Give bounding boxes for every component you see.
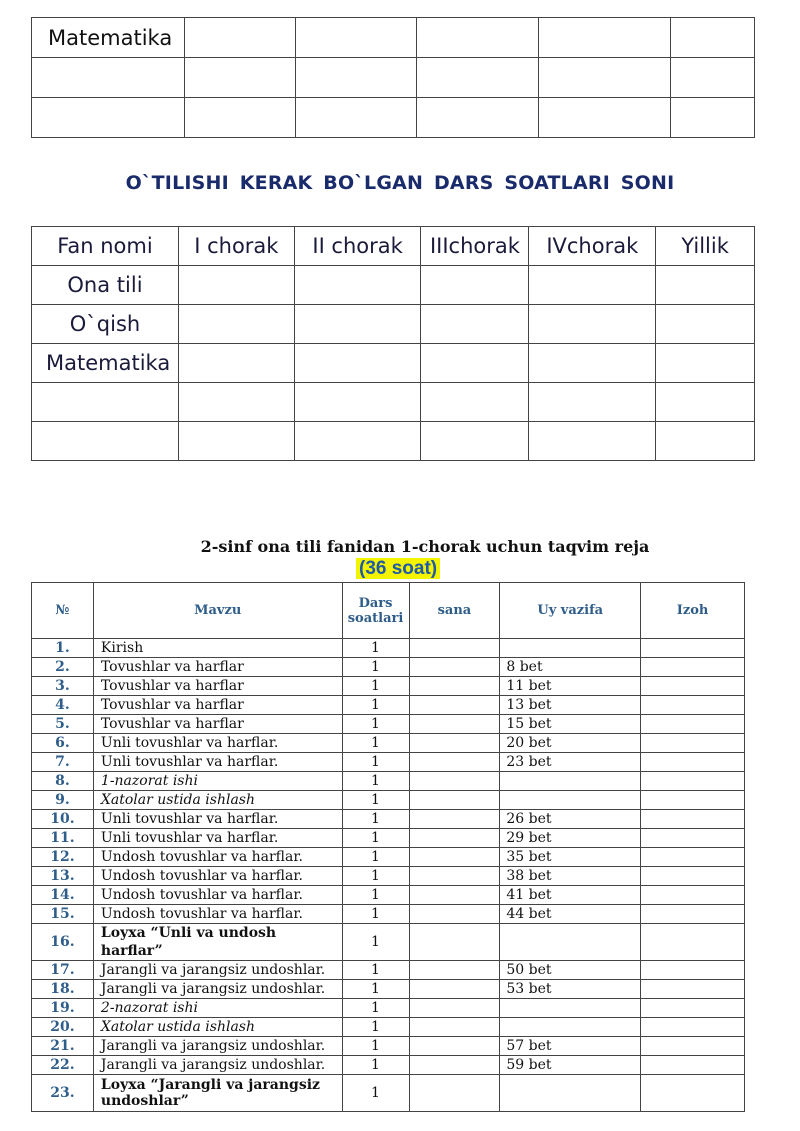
hours-cell: 1 [342, 772, 409, 791]
note-cell [641, 1018, 745, 1037]
table-row [32, 1018, 745, 1037]
table-cell [421, 344, 529, 383]
table-cell [295, 98, 416, 138]
date-cell [409, 658, 500, 677]
homework-cell: 8 bet [500, 658, 641, 677]
table-cell [529, 344, 656, 383]
topic-cell: Kirish [93, 639, 342, 658]
table-cell [656, 344, 755, 383]
table-cell [178, 266, 294, 305]
row-number: 5. [32, 715, 94, 734]
date-cell [409, 1056, 500, 1075]
plan-table-header [32, 583, 745, 639]
subject-name [32, 422, 179, 461]
table-cell [671, 58, 755, 98]
date-cell [409, 999, 500, 1018]
table-row [32, 753, 745, 772]
table-cell [539, 58, 671, 98]
table-cell [656, 266, 755, 305]
table-cell [529, 305, 656, 344]
table-row [32, 1075, 745, 1112]
topic-cell: Jarangli va jarangsiz undoshlar. [93, 1056, 342, 1075]
column-header: IIIchorak [421, 227, 529, 266]
homework-cell [500, 1018, 641, 1037]
table-cell [421, 305, 529, 344]
hours-cell: 1 [342, 1018, 409, 1037]
column-header: sana [409, 583, 500, 639]
homework-cell: 11 bet [500, 677, 641, 696]
row-number: 22. [32, 1056, 94, 1075]
table-cell [178, 344, 294, 383]
table-row [32, 848, 745, 867]
note-cell [641, 677, 745, 696]
column-header: Fan nomi [32, 227, 179, 266]
table-cell [294, 266, 421, 305]
date-cell [409, 1037, 500, 1056]
date-cell [409, 810, 500, 829]
top-subject-table [31, 17, 755, 138]
table-cell [295, 18, 416, 58]
hours-cell: 1 [342, 1056, 409, 1075]
column-header: II chorak [294, 227, 421, 266]
note-cell [641, 639, 745, 658]
date-cell [409, 753, 500, 772]
topic-cell: Unli tovushlar va harflar. [93, 753, 342, 772]
date-cell [409, 639, 500, 658]
table-cell [294, 305, 421, 344]
table-row [32, 734, 745, 753]
table-cell [421, 422, 529, 461]
plan-table-body [32, 639, 745, 1112]
hours-table-body [32, 266, 755, 461]
table-cell [184, 58, 295, 98]
date-cell [409, 924, 500, 961]
topic-cell: Xatolar ustida ishlash [93, 791, 342, 810]
row-number: 11. [32, 829, 94, 848]
table-row [32, 791, 745, 810]
hours-cell: 1 [342, 734, 409, 753]
date-cell [409, 1018, 500, 1037]
table-cell [295, 58, 416, 98]
row-number: 18. [32, 980, 94, 999]
table-row [32, 1037, 745, 1056]
column-header: IVchorak [529, 227, 656, 266]
topic-cell: Unli tovushlar va harflar. [93, 829, 342, 848]
hours-cell: 1 [342, 980, 409, 999]
note-cell [641, 924, 745, 961]
subject-name: Matematika [32, 344, 179, 383]
table-row [32, 980, 745, 999]
hours-section-title: O`TILISHI KERAK BO`LGAN DARS SOATLARI SONI [125, 172, 675, 194]
note-cell [641, 1056, 745, 1075]
hours-cell: 1 [342, 867, 409, 886]
homework-cell: 26 bet [500, 810, 641, 829]
table-row [32, 905, 745, 924]
row-number: 4. [32, 696, 94, 715]
note-cell [641, 734, 745, 753]
table-cell [671, 98, 755, 138]
subject-name [32, 383, 179, 422]
table-cell [671, 18, 755, 58]
table-row [32, 305, 755, 344]
table-cell [656, 422, 755, 461]
date-cell [409, 886, 500, 905]
table-row [32, 639, 745, 658]
note-cell [641, 829, 745, 848]
table-cell [32, 98, 185, 138]
table-row [32, 1056, 745, 1075]
homework-cell: 15 bet [500, 715, 641, 734]
table-cell [294, 422, 421, 461]
table-cell: Matematika [32, 18, 185, 58]
note-cell [641, 905, 745, 924]
row-number: 1. [32, 639, 94, 658]
hours-cell: 1 [342, 753, 409, 772]
row-number: 6. [32, 734, 94, 753]
date-cell [409, 772, 500, 791]
homework-cell [500, 772, 641, 791]
table-cell [421, 383, 529, 422]
table-row [32, 266, 755, 305]
topic-cell: Loyxa “Unli va undosh harflar” [93, 924, 342, 961]
homework-cell: 50 bet [500, 961, 641, 980]
hours-cell: 1 [342, 848, 409, 867]
table-cell [294, 383, 421, 422]
row-number: 16. [32, 924, 94, 961]
column-header: Yillik [656, 227, 755, 266]
date-cell [409, 715, 500, 734]
table-row [32, 867, 745, 886]
homework-cell [500, 924, 641, 961]
table-row [32, 658, 745, 677]
table-cell [656, 305, 755, 344]
table-cell [529, 422, 656, 461]
homework-cell: 13 bet [500, 696, 641, 715]
note-cell [641, 886, 745, 905]
topic-cell: Undosh tovushlar va harflar. [93, 867, 342, 886]
topic-cell: Tovushlar va harflar [93, 715, 342, 734]
row-number: 21. [32, 1037, 94, 1056]
hours-cell: 1 [342, 829, 409, 848]
homework-cell [500, 999, 641, 1018]
topic-cell: 2-nazorat ishi [93, 999, 342, 1018]
calendar-plan-table [31, 582, 745, 1112]
table-cell [32, 58, 185, 98]
hours-table [31, 226, 755, 461]
hours-cell: 1 [342, 961, 409, 980]
table-cell [656, 383, 755, 422]
hours-cell: 1 [342, 1037, 409, 1056]
table-row [32, 696, 745, 715]
row-number: 17. [32, 961, 94, 980]
topic-cell: Tovushlar va harflar [93, 658, 342, 677]
homework-cell: 38 bet [500, 867, 641, 886]
date-cell [409, 734, 500, 753]
date-cell [409, 961, 500, 980]
note-cell [641, 999, 745, 1018]
homework-cell [500, 1075, 641, 1112]
date-cell [409, 829, 500, 848]
column-header: Mavzu [93, 583, 342, 639]
column-header: Uy vazifa [500, 583, 641, 639]
row-number: 7. [32, 753, 94, 772]
table-row [32, 924, 745, 961]
topic-cell: Undosh tovushlar va harflar. [93, 848, 342, 867]
date-cell [409, 696, 500, 715]
table-cell [184, 98, 295, 138]
row-number: 13. [32, 867, 94, 886]
column-header: I chorak [178, 227, 294, 266]
homework-cell: 23 bet [500, 753, 641, 772]
date-cell [409, 791, 500, 810]
plan-title: 2-sinf ona tili fanidan 1-chorak uchun taqvim reja [200, 537, 650, 556]
hours-cell: 1 [342, 715, 409, 734]
row-number: 8. [32, 772, 94, 791]
note-cell [641, 810, 745, 829]
table-row [32, 58, 755, 98]
note-cell [641, 791, 745, 810]
table-cell [184, 18, 295, 58]
table-cell [178, 383, 294, 422]
table-row [32, 810, 745, 829]
subject-name: Ona tili [32, 266, 179, 305]
homework-cell [500, 639, 641, 658]
row-number: 20. [32, 1018, 94, 1037]
topic-cell: Undosh tovushlar va harflar. [93, 886, 342, 905]
top-table-body [32, 18, 755, 138]
table-row [32, 715, 745, 734]
homework-cell: 41 bet [500, 886, 641, 905]
homework-cell: 29 bet [500, 829, 641, 848]
topic-cell: Tovushlar va harflar [93, 696, 342, 715]
note-cell [641, 961, 745, 980]
column-header: Izoh [641, 583, 745, 639]
date-cell [409, 848, 500, 867]
table-cell [416, 58, 539, 98]
note-cell [641, 696, 745, 715]
topic-cell: Loyxa “Jarangli va jarangsiz undoshlar” [93, 1075, 342, 1112]
note-cell [641, 848, 745, 867]
topic-cell: Tovushlar va harflar [93, 677, 342, 696]
note-cell [641, 980, 745, 999]
note-cell [641, 867, 745, 886]
homework-cell: 20 bet [500, 734, 641, 753]
homework-cell [500, 791, 641, 810]
note-cell [641, 1075, 745, 1112]
table-cell [421, 266, 529, 305]
table-cell [416, 98, 539, 138]
table-row [32, 383, 755, 422]
plan-hours-label: (36 soat) [356, 558, 440, 579]
row-number: 10. [32, 810, 94, 829]
date-cell [409, 980, 500, 999]
hours-cell: 1 [342, 639, 409, 658]
table-row [32, 961, 745, 980]
row-number: 19. [32, 999, 94, 1018]
hours-cell: 1 [342, 905, 409, 924]
note-cell [641, 715, 745, 734]
table-cell [416, 18, 539, 58]
header-row [32, 227, 755, 266]
hours-cell: 1 [342, 810, 409, 829]
hours-cell: 1 [342, 658, 409, 677]
homework-cell: 59 bet [500, 1056, 641, 1075]
table-row [32, 344, 755, 383]
table-cell [539, 98, 671, 138]
table-cell [529, 383, 656, 422]
hours-cell: 1 [342, 924, 409, 961]
table-row [32, 677, 745, 696]
hours-cell: 1 [342, 696, 409, 715]
date-cell [409, 905, 500, 924]
hours-cell: 1 [342, 791, 409, 810]
date-cell [409, 1075, 500, 1112]
topic-cell: Unli tovushlar va harflar. [93, 810, 342, 829]
hours-table-header [32, 227, 755, 266]
table-row [32, 829, 745, 848]
topic-cell: Unli tovushlar va harflar. [93, 734, 342, 753]
homework-cell: 57 bet [500, 1037, 641, 1056]
row-number: 15. [32, 905, 94, 924]
homework-cell: 44 bet [500, 905, 641, 924]
subject-name: O`qish [32, 305, 179, 344]
table-row [32, 772, 745, 791]
row-number: 12. [32, 848, 94, 867]
table-cell [529, 266, 656, 305]
table-row [32, 999, 745, 1018]
table-row [32, 422, 755, 461]
note-cell [641, 1037, 745, 1056]
hours-cell: 1 [342, 1075, 409, 1112]
row-number: 23. [32, 1075, 94, 1112]
hours-cell: 1 [342, 999, 409, 1018]
date-cell [409, 677, 500, 696]
table-row [32, 18, 755, 58]
topic-cell: Jarangli va jarangsiz undoshlar. [93, 980, 342, 999]
hours-cell: 1 [342, 677, 409, 696]
note-cell [641, 753, 745, 772]
column-header: № [32, 583, 94, 639]
table-cell [178, 305, 294, 344]
homework-cell: 53 bet [500, 980, 641, 999]
row-number: 3. [32, 677, 94, 696]
table-cell [539, 18, 671, 58]
topic-cell: 1-nazorat ishi [93, 772, 342, 791]
topic-cell: Undosh tovushlar va harflar. [93, 905, 342, 924]
note-cell [641, 772, 745, 791]
table-row [32, 98, 755, 138]
row-number: 14. [32, 886, 94, 905]
row-number: 9. [32, 791, 94, 810]
table-row [32, 886, 745, 905]
note-cell [641, 658, 745, 677]
row-number: 2. [32, 658, 94, 677]
topic-cell: Jarangli va jarangsiz undoshlar. [93, 1037, 342, 1056]
column-header: Dars soatlari [342, 583, 409, 639]
topic-cell: Jarangli va jarangsiz undoshlar. [93, 961, 342, 980]
homework-cell: 35 bet [500, 848, 641, 867]
hours-cell: 1 [342, 886, 409, 905]
date-cell [409, 867, 500, 886]
header-row [32, 583, 745, 639]
table-cell [294, 344, 421, 383]
topic-cell: Xatolar ustida ishlash [93, 1018, 342, 1037]
table-cell [178, 422, 294, 461]
